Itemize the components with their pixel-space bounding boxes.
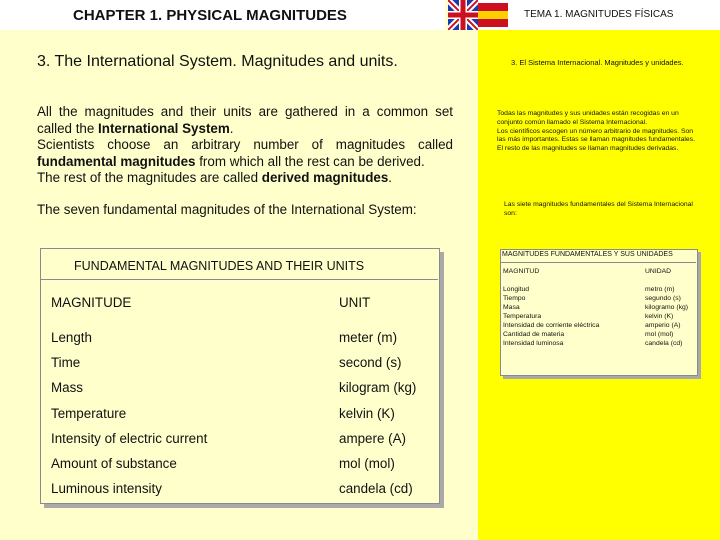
spanish-seven-magnitudes-line: Las siete magnitudes fundamentales del Sistema Internacional son:	[504, 201, 693, 217]
unit-cell: second (s)	[339, 355, 402, 370]
tema-title: TEMA 1. MAGNITUDES FÍSICAS	[524, 9, 674, 20]
unidad-cell: amperio (A)	[645, 322, 681, 329]
unit-cell: kelvin (K)	[339, 406, 395, 421]
table-row	[51, 481, 413, 496]
unit-cell: candela (cd)	[339, 481, 413, 496]
spanish-table-divider	[500, 262, 696, 263]
unidad-cell: mol (mol)	[645, 331, 674, 338]
unit-cell: meter (m)	[339, 330, 398, 345]
magnitude-cell: Length	[51, 330, 92, 345]
spanish-table-row	[503, 340, 683, 347]
spanish-table-row	[503, 331, 674, 338]
spain-flag-icon	[478, 0, 508, 30]
spanish-intro-paragraph-3: El resto de las magnitudes se llaman magnitudes derivadas.	[497, 145, 679, 153]
magnitud-column-header: MAGNITUD	[503, 268, 540, 275]
seven-magnitudes-line: The seven fundamental magnitudes of the International System:	[37, 202, 417, 217]
spanish-table-row	[503, 304, 689, 311]
intro-text	[37, 104, 453, 187]
unidad-cell: candela (cd)	[645, 340, 683, 347]
spanish-table-caption: MAGNITUDES FUNDAMENTALES Y SUS UNIDADES	[502, 251, 673, 258]
spanish-intro-paragraph-1: Todas las magnitudes y sus unidades están recogidas en un conjunto común llamado el Sistema Internacional.	[497, 110, 679, 126]
magnitude-column-header: MAGNITUDE	[51, 295, 132, 310]
magnitud-cell: Tiempo	[503, 295, 526, 302]
table-row	[51, 456, 395, 471]
unit-cell: mol (mol)	[339, 456, 395, 471]
magnitud-cell: Longitud	[503, 286, 530, 293]
derived-magnitudes-term: derived magnitudes	[261, 170, 389, 185]
spanish-table-row	[503, 313, 674, 320]
table-row	[51, 330, 398, 345]
table-row	[51, 406, 395, 421]
magnitude-cell: Amount of substance	[51, 456, 177, 471]
unidad-cell: kelvin (K)	[645, 313, 674, 320]
magnitude-cell: Time	[51, 355, 81, 370]
unidad-cell: kilogramo (kg)	[645, 304, 689, 311]
spanish-section-title: 3. El Sistema Internacional. Magnitudes y unidades.	[511, 58, 684, 67]
chapter-title: CHAPTER 1. PHYSICAL MAGNITUDES	[73, 7, 347, 24]
spanish-table-header-row	[503, 268, 672, 275]
spanish-table-row	[503, 322, 681, 329]
spanish-intro-text	[497, 110, 699, 154]
table-row	[51, 431, 406, 446]
magnitud-cell: Temperatura	[503, 313, 542, 320]
table-divider	[40, 279, 438, 280]
magnitude-cell: Temperature	[51, 406, 127, 421]
table-header-row	[51, 295, 371, 310]
intro-paragraph-1: All the magnitudes and their units are gathered in a common set called the International System.	[37, 104, 453, 136]
unidad-cell: segundo (s)	[645, 295, 681, 302]
unit-column-header: UNIT	[339, 295, 371, 310]
spanish-intro-paragraph-2: Los científicos escogen un número arbitrario de magnitudes. Son las más importantes. Estas se llaman magnitudes fundamentales.	[497, 127, 695, 144]
intro-paragraph-2: Scientists choose an arbitrary number of magnitudes called fundamental magnitudes from which all the rest can be derived.	[37, 137, 453, 169]
table-row	[51, 380, 417, 395]
magnitud-cell: Masa	[503, 304, 520, 311]
magnitude-cell: Intensity of electric current	[51, 431, 208, 446]
magnitude-cell: Mass	[51, 380, 83, 395]
unit-cell: ampere (A)	[339, 431, 406, 446]
international-system-term: International System	[98, 120, 230, 136]
magnitud-cell: Intensidad luminosa	[503, 340, 564, 347]
unidad-cell: metro (m)	[645, 286, 675, 293]
table-row	[51, 355, 402, 370]
unidad-column-header: UNIDAD	[645, 268, 672, 275]
uk-flag-icon	[448, 0, 478, 30]
magnitud-cell: Intensidad de corriente eléctrica	[503, 322, 600, 329]
spanish-table-row	[503, 286, 675, 293]
table-caption: FUNDAMENTAL MAGNITUDES AND THEIR UNITS	[74, 259, 365, 273]
fundamental-magnitudes-term: fundamental magnitudes	[37, 153, 196, 169]
section-title: 3. The International System. Magnitudes and units.	[37, 53, 398, 70]
magnitud-cell: Cantidad de materia	[503, 331, 565, 338]
magnitude-cell: Luminous intensity	[51, 481, 162, 496]
unit-cell: kilogram (kg)	[339, 380, 417, 395]
spanish-table-row	[503, 295, 681, 302]
intro-paragraph-3: The rest of the magnitudes are called derived magnitudes.	[37, 170, 393, 185]
